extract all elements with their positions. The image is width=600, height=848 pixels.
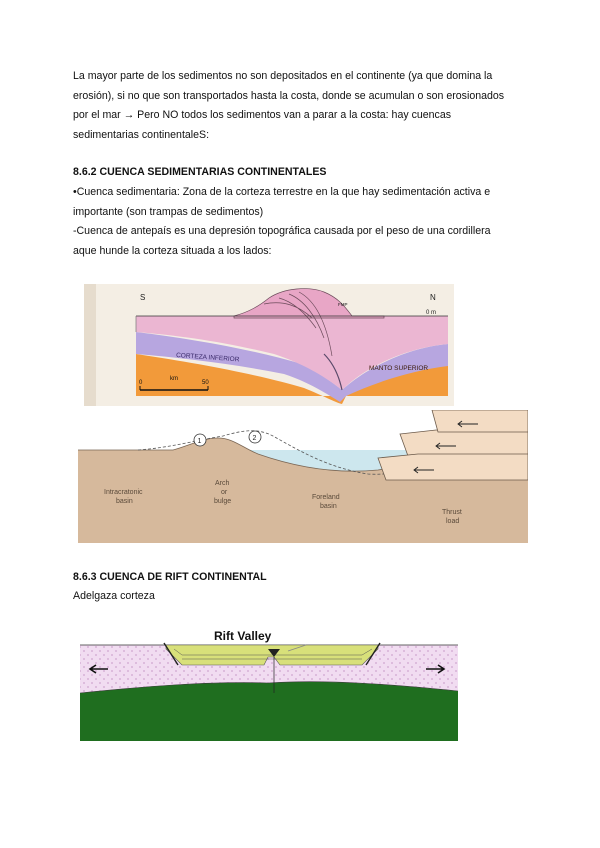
scale-max-label: 50	[202, 380, 209, 386]
orogen-cross-section-figure	[84, 284, 454, 406]
scale-unit-label: km	[170, 376, 178, 382]
section-863-subtitle: Adelgaza corteza	[73, 590, 155, 602]
fmp-label: FMP	[338, 302, 348, 307]
section-862-line: •Cuenca sedimentaria: Zona de la corteza terrestre en la que hay sedimentación activa e	[73, 186, 491, 198]
rift-mantle	[80, 682, 458, 741]
section-862-line: -Cuenca de antepaís es una depresión topográfica causada por el peso de una cordillera	[73, 225, 491, 237]
sea-level-label: 0 m	[426, 310, 437, 316]
thrust-load-label: Thrust load	[442, 509, 462, 525]
section-heading-862: 8.6.2 CUENCA SEDIMENTARIAS CONTINENTALES	[73, 166, 327, 178]
rift-valley-title: Rift Valley	[214, 629, 272, 643]
south-label: S	[140, 293, 146, 302]
lower-crust-label: CORTEZA INFERIOR	[175, 352, 240, 364]
section-862-line: aque hunde la corteza situada a los lados:	[73, 244, 272, 257]
rift-valley-figure	[78, 613, 458, 741]
foreland-basin-figure	[78, 410, 528, 543]
intracratonic-basin-label: Intracratonic basin	[104, 489, 143, 505]
scale-zero-label: 0	[139, 380, 143, 386]
section-862-paragraph	[73, 183, 527, 261]
intro-line: por el mar → Pero NO todos los sedimentos van a parar a la costa: hay cuencas	[73, 109, 452, 121]
upper-mantle-label: MANTO SUPERIOR	[369, 365, 429, 372]
intro-line: erosión), si no que son transportados hasta la costa, donde se acumulan o son erosionados	[73, 89, 505, 102]
intro-line: La mayor parte de los sedimentos no son depositados en el continente (ya que domina la	[73, 70, 493, 82]
intro-line: sedimentarias continentaleS:	[73, 128, 210, 141]
marker-2-label: 2	[252, 435, 257, 442]
figure-edge-shade	[84, 284, 96, 406]
arch-bulge-label: Arch or bulge	[214, 480, 232, 505]
north-label: N	[430, 293, 436, 302]
foreland-basin-label: Foreland basin	[312, 494, 340, 510]
marker-1-label: 1	[197, 438, 202, 445]
section-heading-863: 8.6.3 CUENCA DE RIFT CONTINENTAL	[73, 571, 267, 583]
section-862-line: importante (son trampas de sedimentos)	[73, 205, 264, 218]
intro-paragraph	[73, 67, 527, 145]
